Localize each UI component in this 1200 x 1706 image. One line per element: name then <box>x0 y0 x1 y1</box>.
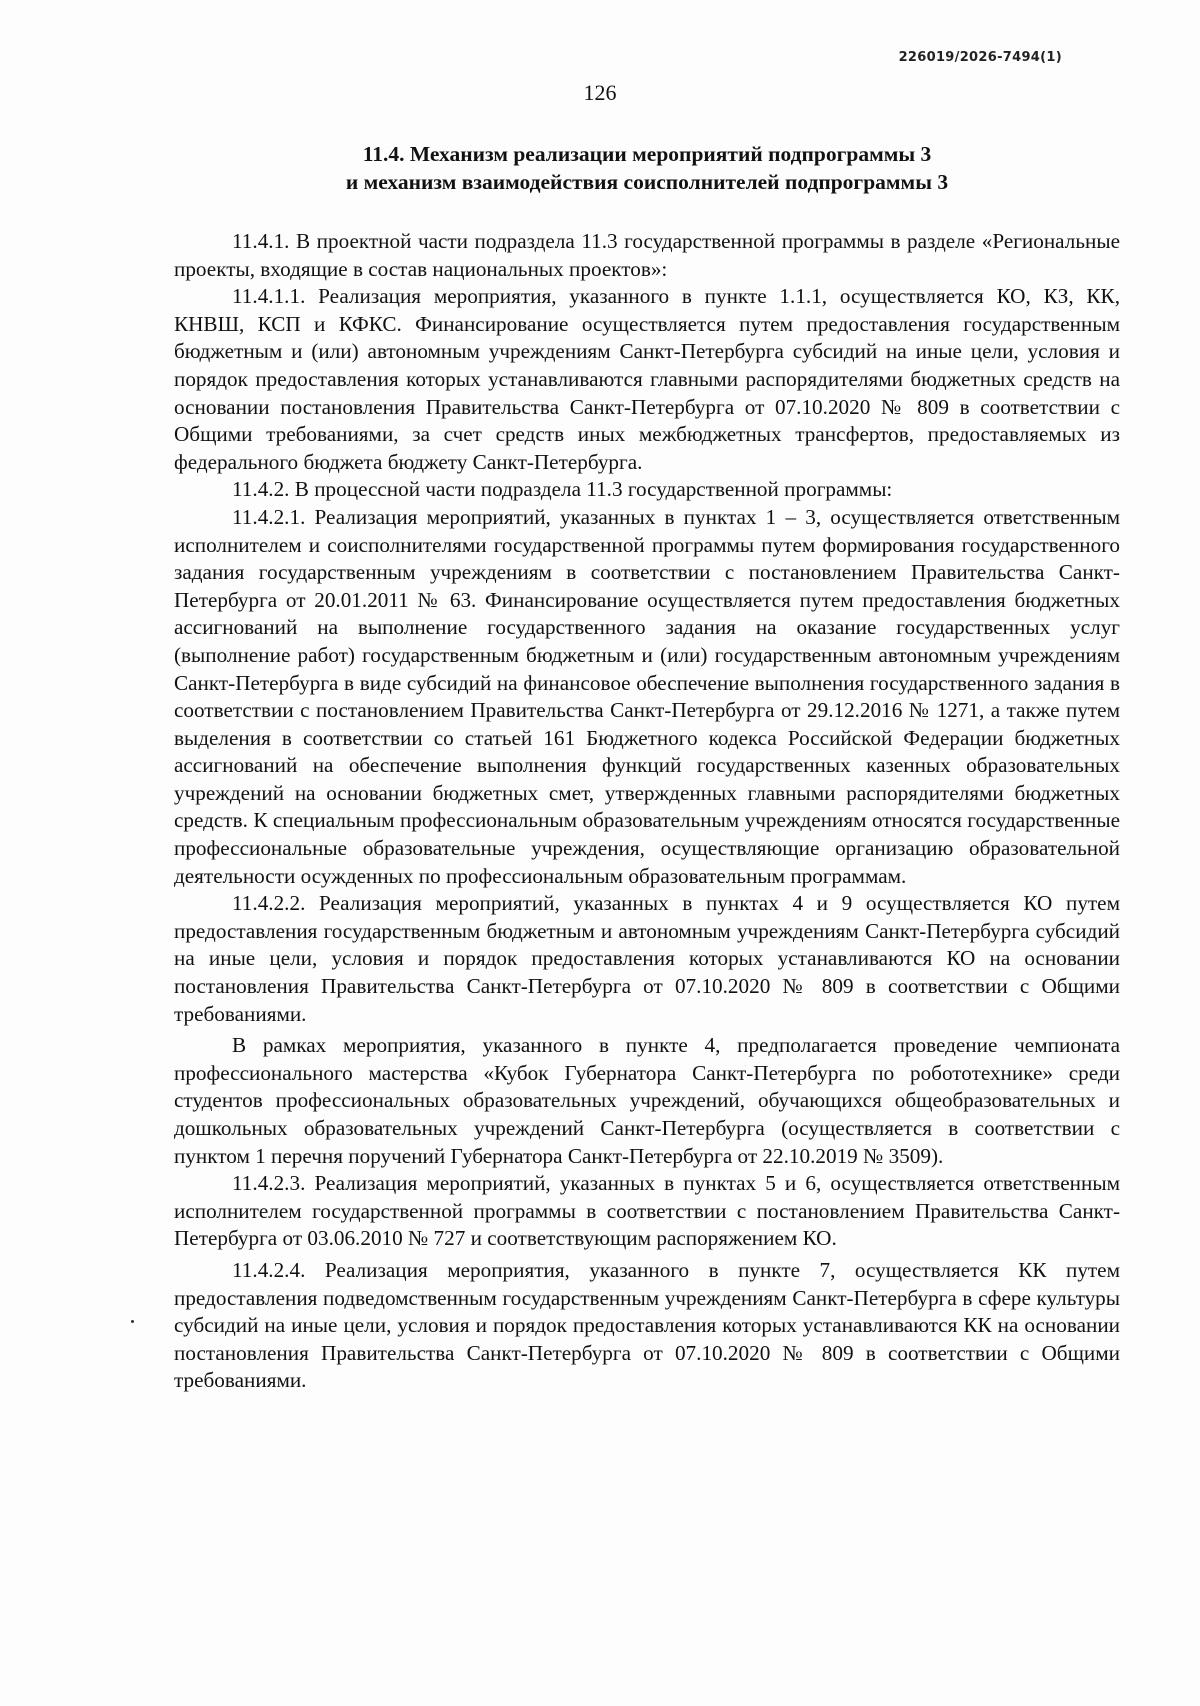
paragraph-11-4-2-4: 11.4.2.4. Реализация мероприятия, указанного в пункте 7, осуществляется КК путем предоставления подведомственным государственным учреждениям Санкт-Петербурга в сфере культуры субсидий на иные цели, условия и порядок предоставления которых устанавливаются КК на основании постановления Правительства Санкт-Петербурга от 07.10.2020 № 809 в соответствии с Общими требованиями. <box>174 1257 1120 1393</box>
paragraph-11-4-1: 11.4.1. В проектной части подраздела 11.3 государственной программы в разделе «Региональные проекты, входящие в состав национальных проектов»: <box>174 229 1120 281</box>
paragraph-11-4-2-2: 11.4.2.2. Реализация мероприятий, указанных в пунктах 4 и 9 осуществляется КО путем предоставления государственным бюджетным и автономным учреждениям Санкт-Петербурга субсидий на иные цели, условия и порядок предоставления которых устанавливаются КО на основании постановления Правительства Санкт-Петербурга от 07.10.2020 № 809 в соответствии с Общими требованиями. <box>174 891 1120 1026</box>
paragraph-11-4-2-3: 11.4.2.3. Реализация мероприятий, указанных в пунктах 5 и 6, осуществляется ответственным исполнителем государственной программы в соответствии с постановлением Правительства Санкт-Петербурга от 03.06.2010 № 727 и соответствующим распоряжением КО. <box>174 1171 1120 1251</box>
document-body <box>174 224 1120 1395</box>
paragraph-11-4-2: 11.4.2. В процессной части подраздела 11.3 государственной программы: <box>232 477 893 502</box>
scan-artifact-dot <box>131 1320 134 1323</box>
section-heading-line-2: и механизм взаимодействия соисполнителей подпрограммы 3 <box>345 170 949 194</box>
page-number: 126 <box>583 80 617 105</box>
section-heading-line-1: 11.4. Механизм реализации мероприятий подпрограммы 3 <box>362 142 932 166</box>
document-id: 226019/2026-7494(1) <box>898 50 1062 65</box>
paragraph-11-4-1-1: 11.4.1.1. Реализация мероприятия, указанного в пункте 1.1.1, осуществляется КО, КЗ, КК, КНВШ, КСП и КФКС. Финансирование осуществляется путем предоставления государственным бюджетным и (или) автономным учреждениям Санкт-Петербурга субсидий на иные цели, условия и порядок предоставления которых устанавливаются главными распорядителями бюджетных средств на основании постановления Правительства Санкт-Петербурга от 07.10.2020 № 809 в соответствии с Общими требованиями, за счет средств иных межбюджетных трансфертов, предоставляемых из федерального бюджета бюджету Санкт-Петербурга. <box>174 284 1120 474</box>
paragraph-championship: В рамках мероприятия, указанного в пункте 4, предполагается проведение чемпионата профессионального мастерства «Кубок Губернатора Санкт-Петербурга по робототехнике» среди студентов профессиональных образовательных учреждений, обучающихся общеобразовательных и дошкольных образовательных учреждений Санкт-Петербурга (осуществляется в соответствии с пунктом 1 перечня поручений Губернатора Санкт-Петербурга от 22.10.2019 № 3509). <box>174 1033 1120 1168</box>
paragraph-11-4-2-1: 11.4.2.1. Реализация мероприятий, указанных в пунктах 1 – 3, осуществляется ответственным исполнителем и соисполнителями государственной программы путем формирования государственного задания государственным учреждениям в соответствии с постановлением Правительства Санкт-Петербурга от 20.01.2011 № 63. Финансирование осуществляется путем предоставления бюджетных ассигнований на выполнение государственного задания на оказание государственных услуг (выполнение работ) государственным бюджетным и (или) государственным автономным учреждениям Санкт-Петербурга в виде субсидий на финансовое обеспечение выполнения государственного задания в соответствии с постановлением Правительства Санкт-Петербурга от 29.12.2016 № 1271, а также путем выделения в соответствии со статьей 161 Бюджетного кодекса Российской Федерации бюджетных ассигнований на обеспечение выполнения функций государственных казенных образовательных учреждений на основании бюджетных смет, утвержденных главными распорядителями бюджетных средств. К специальным профессиональным образовательным учреждениям относятся государственные профессиональные образовательные учреждения, осуществляющие организацию образовательной деятельности осужденных по профессиональным образовательным программам. <box>174 504 1120 888</box>
section-heading <box>174 140 1120 196</box>
